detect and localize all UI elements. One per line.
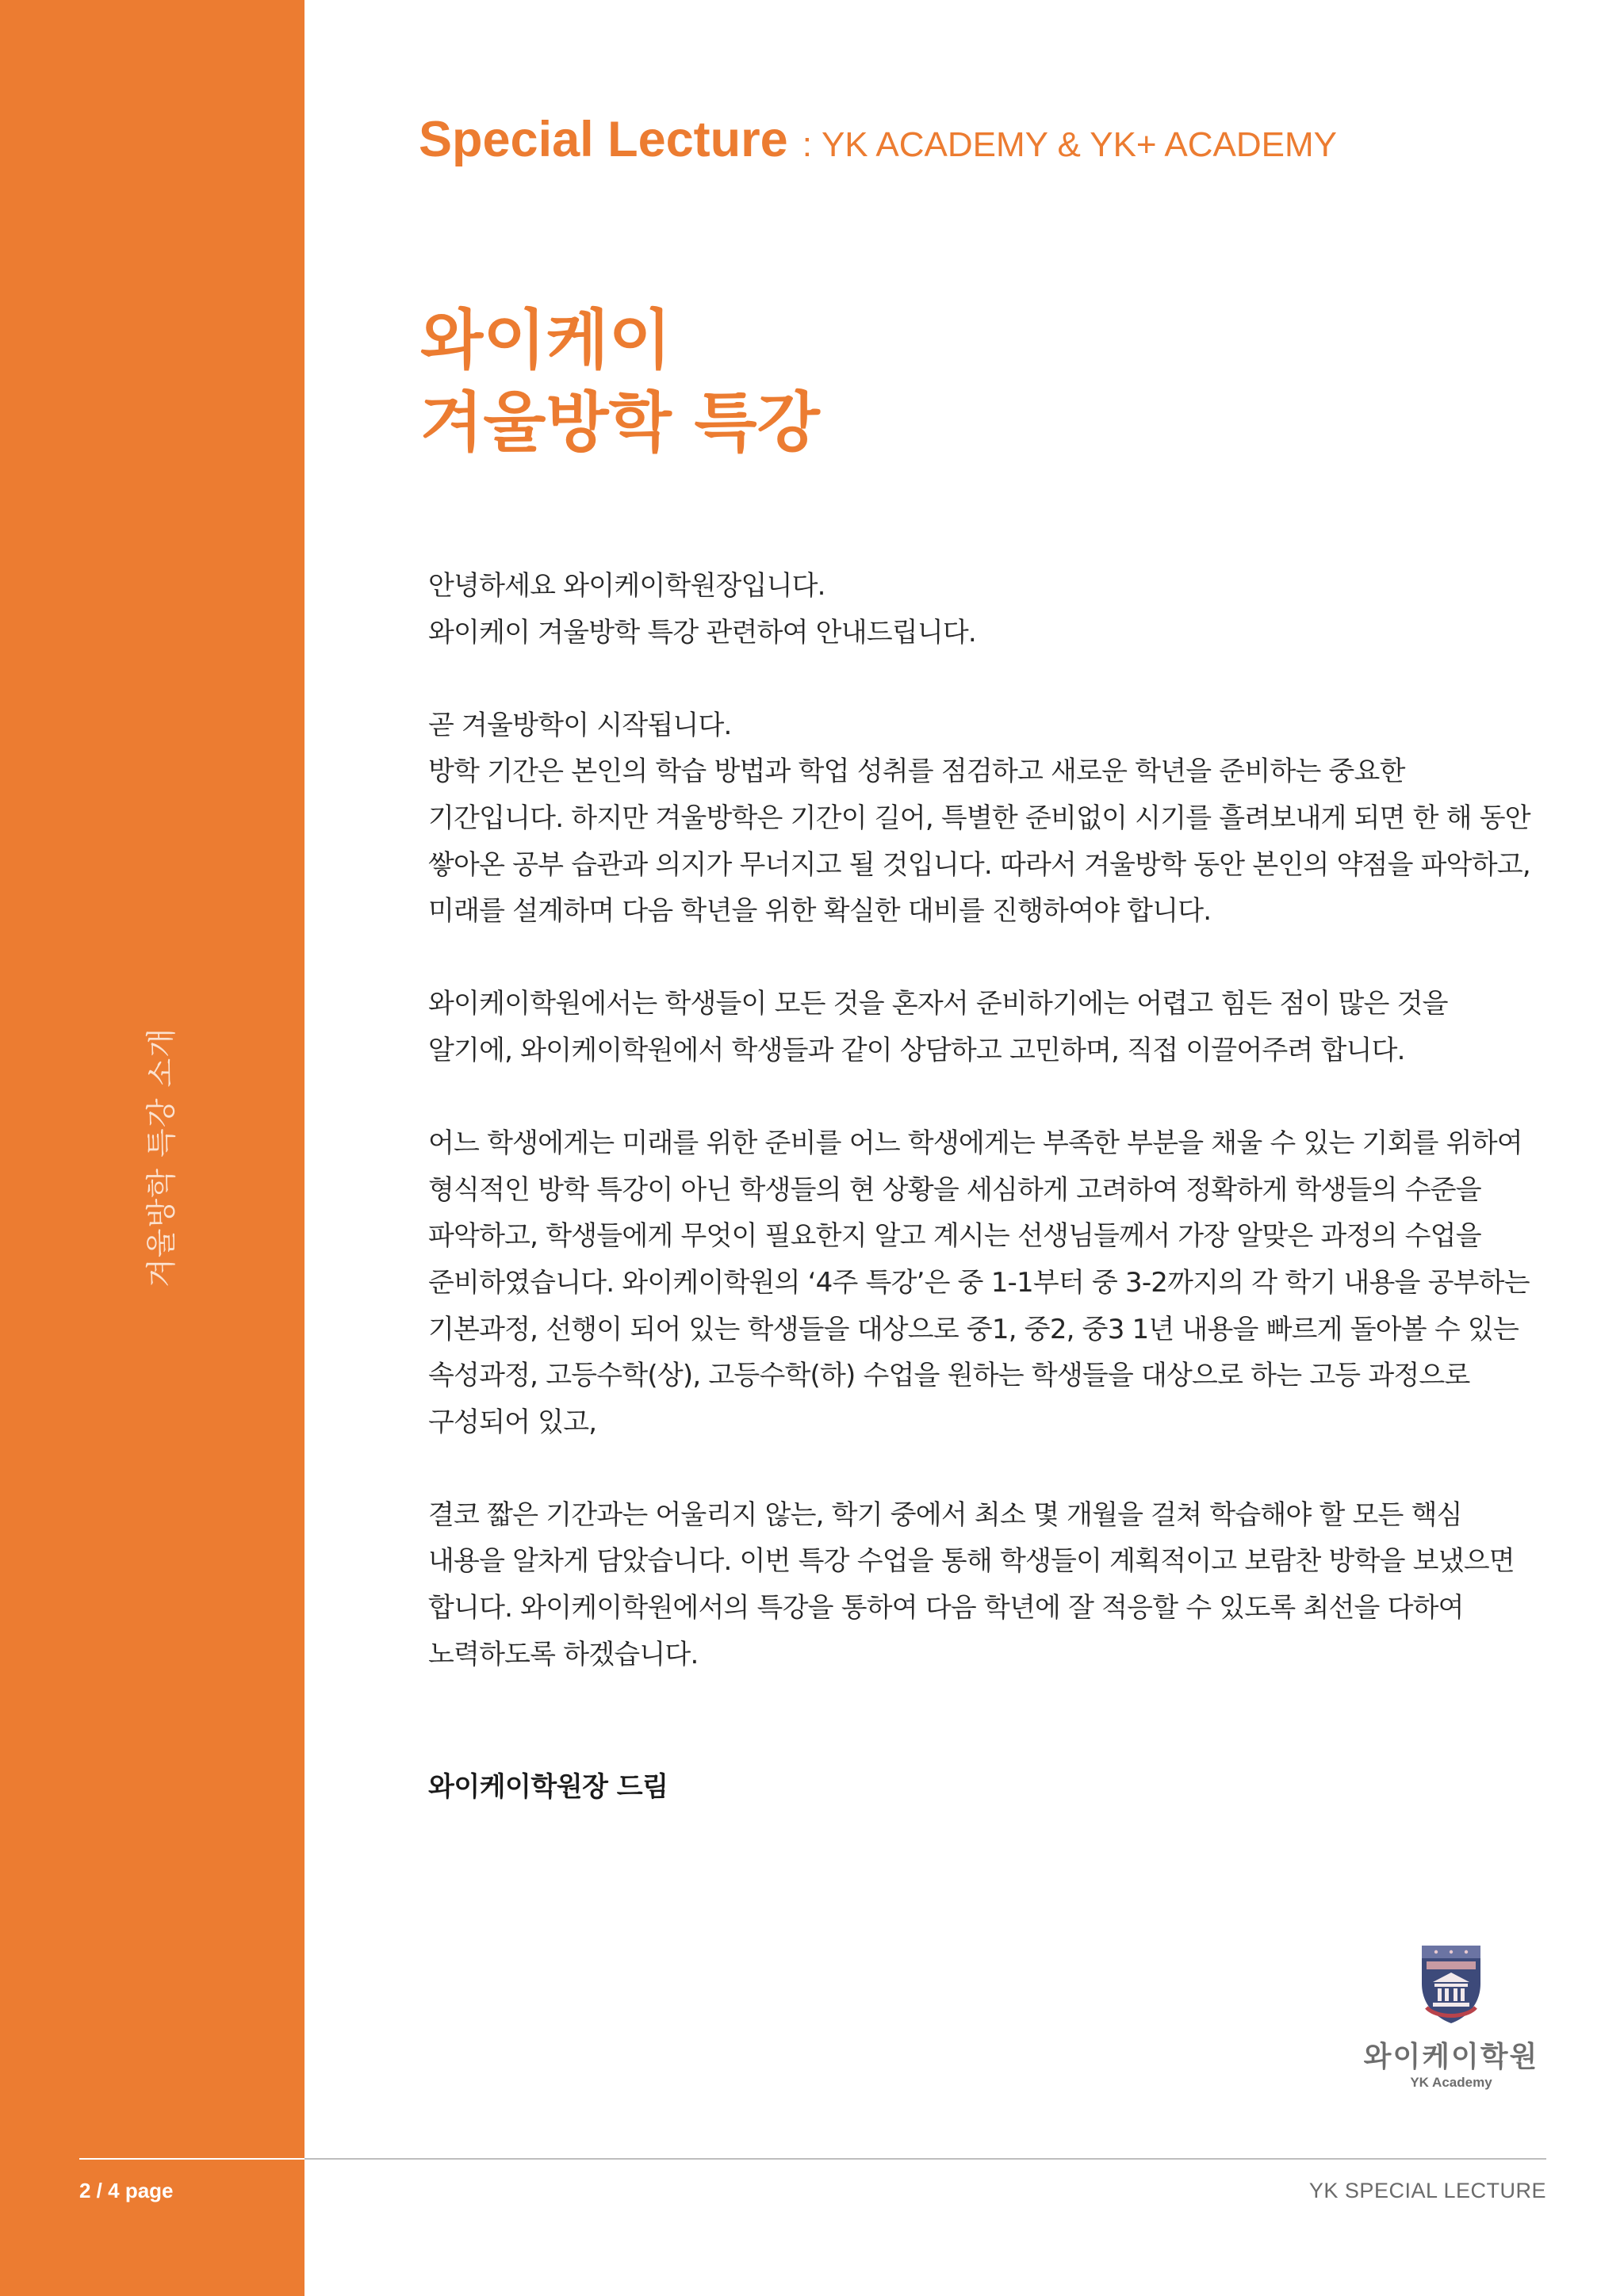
body-line: 합니다. 와이케이학원에서의 특강을 통하여 다음 학년에 잘 적응할 수 있도록 최선을 다하여 (428, 1592, 1464, 1624)
paragraph-approach (428, 981, 1554, 1073)
footer-divider (304, 2158, 1546, 2160)
body-line: 방학 기간은 본인의 학습 방법과 학업 성취를 점검하고 새로운 학년을 준비하는 중요한 (428, 756, 1405, 788)
body-line: 쌓아온 공부 습관과 의지가 무너지고 될 것입니다. 따라서 겨울방학 동안 본인의 약점을 파악하고, (428, 848, 1530, 881)
sidebar (0, 0, 304, 2296)
logo-name-korean: 와이케이학원 (1363, 2041, 1539, 2073)
body-line: 기본과정, 선행이 되어 있는 학생들을 대상으로 중1, 중2, 중3 1년 내용을 빠르게 돌아볼 수 있는 (428, 1313, 1519, 1345)
header-separator: : (802, 125, 812, 164)
body-line: 안녕하세요 와이케이학원장입니다. (428, 570, 825, 602)
paragraph-intro (428, 702, 1554, 935)
logo-name-english: YK Academy (1410, 2075, 1492, 2090)
body-line: 와이케이 겨울방학 특강 관련하여 안내드립니다. (428, 616, 976, 649)
academy-emblem-icon (1419, 1942, 1484, 2025)
body-line: 기간입니다. 하지만 겨울방학은 기간이 길어, 특별한 준비없이 시기를 흘려보내게 되면 한 해 동안 (428, 802, 1530, 834)
header-title: Special Lecture (419, 112, 788, 167)
page-title-line-1: 와이케이 (420, 303, 672, 378)
body-line: 파악하고, 학생들에게 무엇이 필요한지 알고 계시는 선생님들께서 가장 알맞은 과정의 수업을 (428, 1220, 1481, 1253)
paragraph-courses (428, 1120, 1554, 1445)
page-title (420, 300, 820, 465)
section-label: 겨울방학 특강 소개 (144, 1027, 179, 1288)
body-line: 곧 겨울방학이 시작됩니다. (428, 709, 732, 741)
body-line: 노력하도록 하겠습니다. (428, 1638, 699, 1670)
academy-logo (1348, 1942, 1554, 2091)
body-line: 준비하였습니다. 와이케이학원의 ‘4주 특강’은 중 1-1부터 중 3-2까지의 각 학기 내용을 공부하는 (428, 1266, 1530, 1299)
letter-body (428, 563, 1554, 1724)
body-line: 형식적인 방학 특강이 아닌 학생들의 현 상황을 세심하게 고려하여 정확하게 학생들의 수준을 (428, 1173, 1481, 1206)
body-line: 결코 짧은 기간과는 어울리지 않는, 학기 중에서 최소 몇 개월을 걸쳐 학습해야 할 모든 핵심 (428, 1498, 1462, 1531)
body-line: 속성과정, 고등수학(상), 고등수학(하) 수업을 원하는 학생들을 대상으로 하는 고등 과정으로 (428, 1360, 1470, 1392)
body-line: 미래를 설계하며 다음 학년을 위한 확실한 대비를 진행하여야 합니다. (428, 895, 1212, 928)
page-header (419, 111, 1337, 168)
body-line: 내용을 알차게 담았습니다. 이번 특강 수업을 통해 학생들이 계획적이고 보람찬 방학을 보냈으면 (428, 1545, 1515, 1578)
body-line: 알기에, 와이케이학원에서 학생들과 같이 상담하고 고민하며, 직접 이끌어주려 합니다. (428, 1034, 1405, 1066)
body-line: 와이케이학원에서는 학생들이 모든 것을 혼자서 준비하기에는 어렵고 힘든 점이 많은 것을 (428, 988, 1448, 1020)
footer-label: YK SPECIAL LECTURE (1308, 2179, 1546, 2202)
body-line: 구성되어 있고, (428, 1406, 597, 1438)
page-number: 2 / 4 page (79, 2179, 174, 2202)
page-title-line-2: 겨울방학 특강 (420, 385, 820, 461)
paragraph-greeting (428, 563, 1554, 656)
footer-divider-left (79, 2158, 304, 2160)
header-subtitle: YK ACADEMY & YK+ ACADEMY (821, 125, 1338, 164)
body-line: 어느 학생에게는 미래를 위한 준비를 어느 학생에게는 부족한 부분을 채울 수 있는 기회를 위하여 (428, 1127, 1522, 1160)
paragraph-closing (428, 1492, 1554, 1678)
signature: 와이케이학원장 드림 (428, 1771, 668, 1803)
